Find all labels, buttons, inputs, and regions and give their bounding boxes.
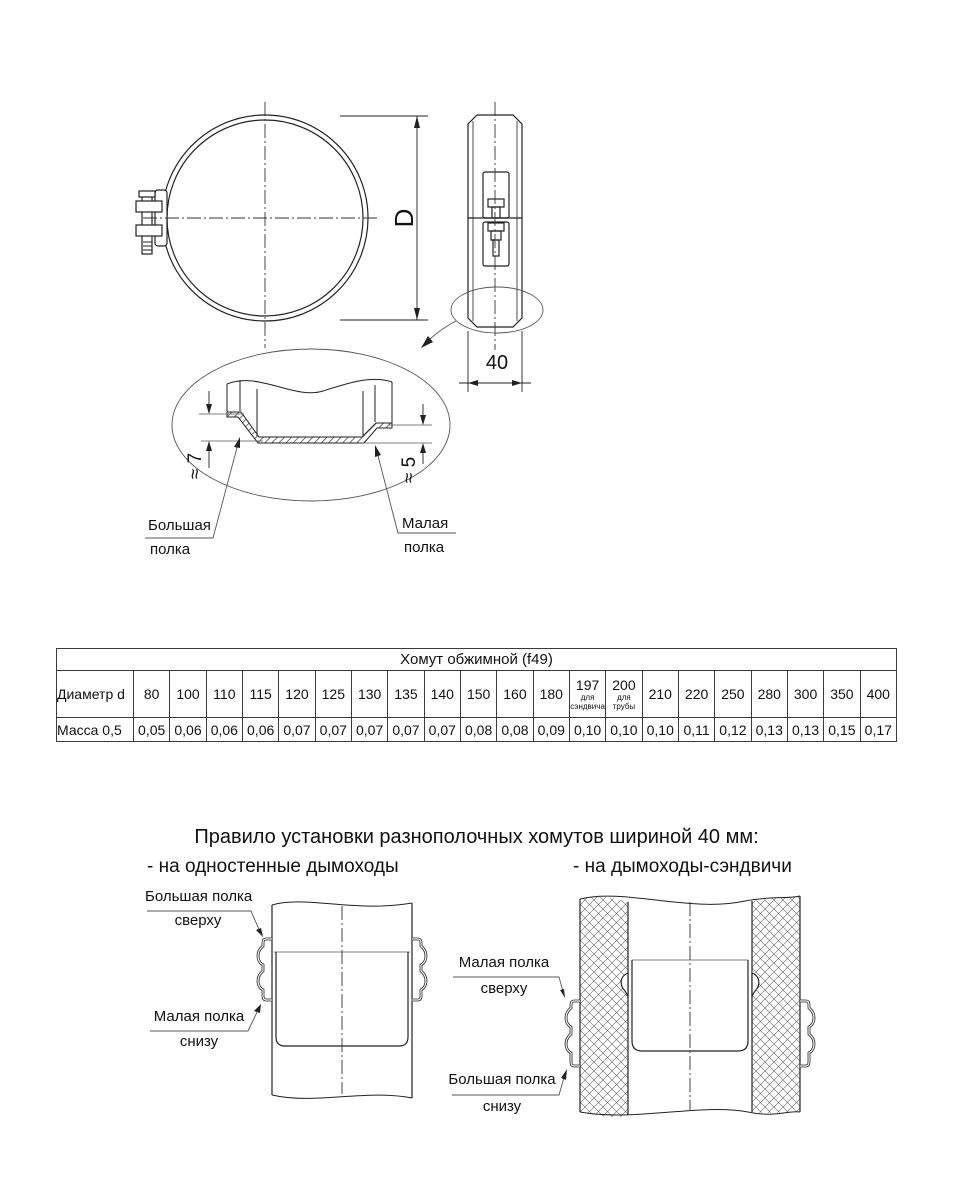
sw-top-label-line1: Большая полка (145, 888, 253, 905)
diameter-cell: 115 (242, 671, 278, 718)
mass-cell: 0,10 (569, 718, 605, 742)
mass-cell: 0,07 (279, 718, 315, 742)
sw-bottom-label-line2: снизу (179, 1033, 219, 1050)
mass-cell: 0,10 (642, 718, 678, 742)
mass-cell: 0,09 (533, 718, 569, 742)
diameter-value: 200 (612, 676, 636, 693)
mass-row (57, 718, 897, 742)
diameter-note: сэндвича (570, 701, 605, 711)
mass-cell: 0,07 (424, 718, 460, 742)
diameter-value: 197 (575, 676, 600, 693)
front-view (136, 102, 380, 348)
mass-cell: 0,06 (242, 718, 278, 742)
sandwich-bottom-label-line2: снизу (482, 1098, 522, 1115)
sandwich-top-label-line2: сверху (480, 980, 528, 997)
clamp-profile-left (566, 1001, 580, 1066)
diameter-cell: 280 (751, 671, 787, 718)
mass-cell: 0,08 (460, 718, 496, 742)
small-flange-label-line2: полка (404, 539, 445, 556)
mass-cell: 0,07 (351, 718, 387, 742)
sw-top-label-line2: сверху (174, 912, 222, 929)
mass-cell: 0,13 (751, 718, 787, 742)
single-wall-diagram (147, 902, 426, 1099)
diameter-cell: 150 (460, 671, 496, 718)
mass-cell: 0,11 (678, 718, 714, 742)
clamp-size-table (56, 648, 897, 742)
diameter-cell: 220 (678, 671, 714, 718)
table-title-row (57, 649, 897, 671)
mass-cell: 0,06 (170, 718, 206, 742)
diameter-note: трубы (612, 701, 636, 711)
diameter-cell-pipe (606, 671, 642, 718)
mass-cell: 0,12 (715, 718, 751, 742)
diameter-cell: 100 (170, 671, 206, 718)
diameter-cell: 120 (279, 671, 315, 718)
mass-cell: 0,08 (497, 718, 533, 742)
clamp-profile-left (258, 939, 272, 1000)
sw-bottom-label-line1: Малая полка (153, 1008, 245, 1025)
mass-cell: 0,17 (860, 718, 896, 742)
mass-cell: 0,10 (606, 718, 642, 742)
diameter-cell: 250 (715, 671, 751, 718)
big-flange-label-line1: Большая (148, 517, 211, 534)
diameter-cell: 180 (533, 671, 569, 718)
diameter-cell: 400 (860, 671, 896, 718)
clamp-profile-right (800, 1001, 814, 1066)
diameter-cell: 110 (206, 671, 242, 718)
diameter-cell: 160 (497, 671, 533, 718)
mass-cell: 0,15 (824, 718, 860, 742)
mass-cell: 0,07 (315, 718, 351, 742)
diameter-row (57, 671, 897, 718)
big-flange-label-line2: полка (150, 541, 191, 558)
rules-title: Правило установки разнополочных хомутов шириной 40 мм: (194, 826, 759, 848)
dimension-big-flange-label: ≈ 7 (185, 452, 206, 480)
dimension-d-label: D (389, 208, 419, 228)
detail-callout (421, 287, 543, 348)
sandwich-top-label-line1: Малая полка (458, 954, 550, 971)
diameter-cell-sandwich (569, 671, 605, 718)
clamp-profile-right (412, 939, 426, 1000)
diameter-cell: 125 (315, 671, 351, 718)
diameter-cell: 140 (424, 671, 460, 718)
side-view (468, 102, 522, 350)
diameter-note: для (580, 692, 595, 702)
diameter-cell: 300 (787, 671, 823, 718)
dimension-40-label: 40 (485, 352, 509, 374)
diameter-cell: 210 (642, 671, 678, 718)
mass-cell: 0,06 (206, 718, 242, 742)
mass-cell: 0,07 (388, 718, 424, 742)
dimension-small-flange-label: ≈ 5 (399, 456, 420, 484)
diameter-row-header: Диаметр d (57, 671, 134, 718)
diameter-cell: 135 (388, 671, 424, 718)
table-title: Хомут обжимной (f49) (57, 649, 897, 671)
single-wall-subtitle: - на одностенные дымоходы (147, 856, 399, 877)
diameter-note: для (617, 692, 631, 702)
sandwich-bottom-label-line1: Большая полка (448, 1071, 556, 1088)
diameter-cell: 130 (351, 671, 387, 718)
mass-cell: 0,05 (134, 718, 170, 742)
diameter-cell: 80 (134, 671, 170, 718)
mass-row-header: Масса 0,5 (57, 718, 134, 742)
sandwich-subtitle: - на дымоходы-сэндвичи (573, 856, 792, 877)
small-flange-label-line1: Малая (402, 515, 449, 532)
diameter-cell: 350 (824, 671, 860, 718)
mass-cell: 0,13 (787, 718, 823, 742)
